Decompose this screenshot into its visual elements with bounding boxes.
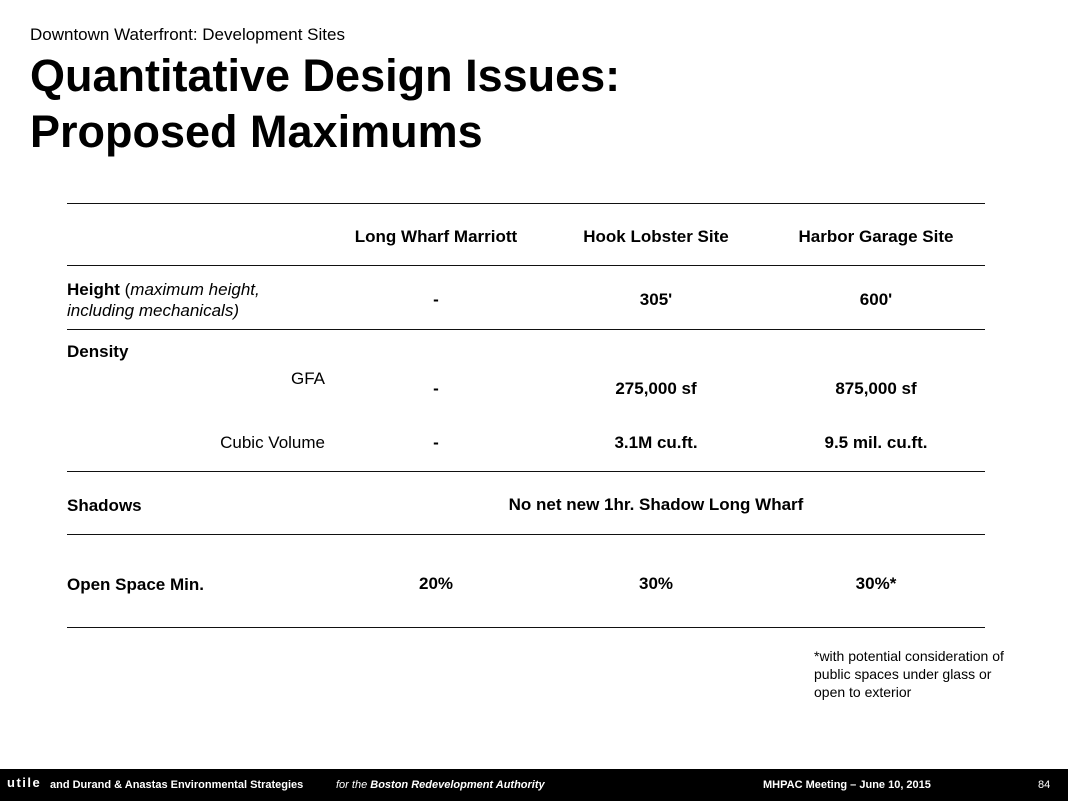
footer-for-prefix: for the xyxy=(336,779,371,791)
slide-subtitle: Downtown Waterfront: Development Sites xyxy=(30,25,345,44)
table-rule-header xyxy=(67,265,985,266)
height-value-long-wharf-marriott: - xyxy=(433,290,439,309)
footer-meeting: MHPAC Meeting – June 10, 2015 xyxy=(763,779,931,791)
cubic-volume-value-hook-lobster-site: 3.1M cu.ft. xyxy=(614,433,698,452)
open-space-value-harbor-garage-site: 30%* xyxy=(855,574,897,593)
height-note-paren: ( xyxy=(119,280,131,299)
height-label: Height xyxy=(67,280,120,299)
slide-title-line-2: Proposed Maximums xyxy=(30,106,483,157)
footer-bar xyxy=(0,769,1068,801)
table-rule-top xyxy=(67,203,985,204)
table-footnote: *with potential consideration of public spaces under glass or open to exterior xyxy=(814,648,1004,700)
footer-organization: and Durand & Anastas Environmental Strategies xyxy=(50,779,304,791)
table-rule-height xyxy=(67,329,985,330)
column-header-harbor-garage-site: Harbor Garage Site xyxy=(798,227,954,246)
height-note: maximum height, xyxy=(130,280,260,299)
gfa-value-hook-lobster-site: 275,000 sf xyxy=(615,379,697,398)
table-rule-bottom xyxy=(67,627,985,628)
gfa-value-long-wharf-marriott: - xyxy=(433,379,439,398)
row-label-open-space: Open Space Min. xyxy=(67,575,204,594)
slide-title-line-1: Quantitative Design Issues: xyxy=(30,50,621,101)
density-cubic-volume-label: Cubic Volume xyxy=(220,433,325,452)
table-rule-shadows xyxy=(67,534,985,535)
gfa-value-harbor-garage-site: 875,000 sf xyxy=(835,379,917,398)
row-label-shadows: Shadows xyxy=(67,496,142,515)
utile-logo: utile xyxy=(7,775,42,790)
open-space-value-long-wharf-marriott: 20% xyxy=(418,574,454,593)
height-note-line-2: including mechanicals) xyxy=(67,301,239,320)
cubic-volume-value-harbor-garage-site: 9.5 mil. cu.ft. xyxy=(824,433,928,452)
column-header-long-wharf-marriott: Long Wharf Marriott xyxy=(354,227,518,246)
table-rule-density xyxy=(67,471,985,472)
density-gfa-label: GFA xyxy=(290,369,325,388)
footer-client xyxy=(336,778,545,792)
row-label-height xyxy=(67,279,260,321)
shadows-value: No net new 1hr. Shadow Long Wharf xyxy=(508,495,804,514)
column-header-hook-lobster-site: Hook Lobster Site xyxy=(583,227,729,246)
page-number: 84 xyxy=(1038,779,1051,791)
open-space-value-hook-lobster-site: 30% xyxy=(638,574,674,593)
height-value-hook-lobster-site: 305' xyxy=(639,290,673,309)
height-value-harbor-garage-site: 600' xyxy=(859,290,893,309)
cubic-volume-value-long-wharf-marriott: - xyxy=(433,433,439,452)
footer-authority: Boston Redevelopment Authority xyxy=(370,779,545,791)
row-label-density: Density xyxy=(67,342,129,361)
